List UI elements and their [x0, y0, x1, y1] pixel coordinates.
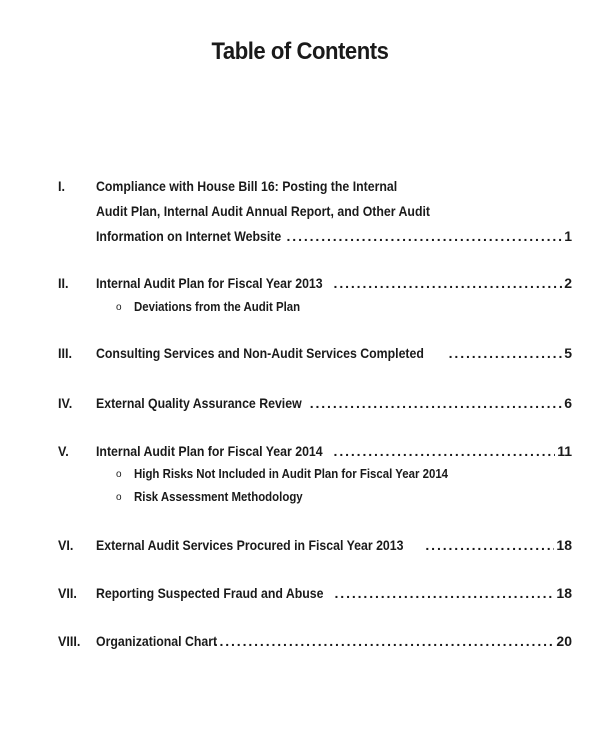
page-number: 11 — [557, 443, 572, 459]
leader-dots — [425, 537, 554, 553]
entry-number: VI. — [58, 537, 74, 553]
leader-dots — [335, 585, 555, 601]
entry-title-line-3 — [96, 228, 572, 246]
entry-number: I. — [58, 178, 66, 194]
entry-title: External Quality Assurance Review — [96, 395, 302, 411]
page-number: 6 — [564, 395, 572, 411]
entry-title: Consulting Services and Non-Audit Services Completed — [96, 345, 424, 361]
entry-number: II. — [58, 275, 69, 291]
entry-line — [96, 345, 572, 363]
entry-title: External Audit Services Procured in Fiscal Year 2013 — [96, 537, 404, 553]
leader-dots — [334, 275, 563, 291]
entry-number: VII. — [58, 585, 77, 601]
page-number: 20 — [556, 633, 572, 649]
leader-dots — [287, 228, 563, 244]
entry-number: IV. — [58, 395, 73, 411]
leader-dots — [334, 443, 556, 459]
entry-title-line-1: Compliance with House Bill 16: Posting the Internal — [96, 178, 398, 194]
entry-line — [96, 275, 572, 293]
leader-dots — [310, 395, 563, 411]
leader-dots — [214, 633, 555, 649]
bullet-icon: o — [116, 469, 122, 480]
entry-line — [96, 585, 572, 603]
entry-line — [96, 395, 572, 413]
entry-number: III. — [58, 345, 73, 361]
page-number: 2 — [564, 275, 572, 291]
page-number: 5 — [564, 345, 572, 361]
entry-title: Information on Internet Website — [96, 228, 282, 244]
page-number: 18 — [556, 537, 572, 553]
sub-entry: Risk Assessment Methodology — [134, 489, 303, 504]
bullet-icon: o — [116, 492, 122, 503]
sub-entry: Deviations from the Audit Plan — [134, 299, 301, 314]
entry-line — [96, 633, 572, 651]
leader-dots — [449, 345, 563, 361]
entry-line — [96, 443, 572, 461]
page-number: 1 — [564, 228, 572, 244]
entry-title: Internal Audit Plan for Fiscal Year 2014 — [96, 443, 323, 459]
bullet-icon: o — [116, 302, 122, 313]
entry-line — [96, 537, 572, 555]
entry-number: VIII. — [58, 633, 81, 649]
page-number: 18 — [556, 585, 572, 601]
entry-title-line-2: Audit Plan, Internal Audit Annual Report, and Other Audit — [96, 203, 431, 219]
entry-title: Organizational Chart — [96, 633, 218, 649]
entry-title: Internal Audit Plan for Fiscal Year 2013 — [96, 275, 323, 291]
entry-title: Reporting Suspected Fraud and Abuse — [96, 585, 324, 601]
sub-entry: High Risks Not Included in Audit Plan for Fiscal Year 2014 — [134, 466, 449, 481]
entry-number: V. — [58, 443, 69, 459]
page-title: Table of Contents — [211, 38, 389, 65]
